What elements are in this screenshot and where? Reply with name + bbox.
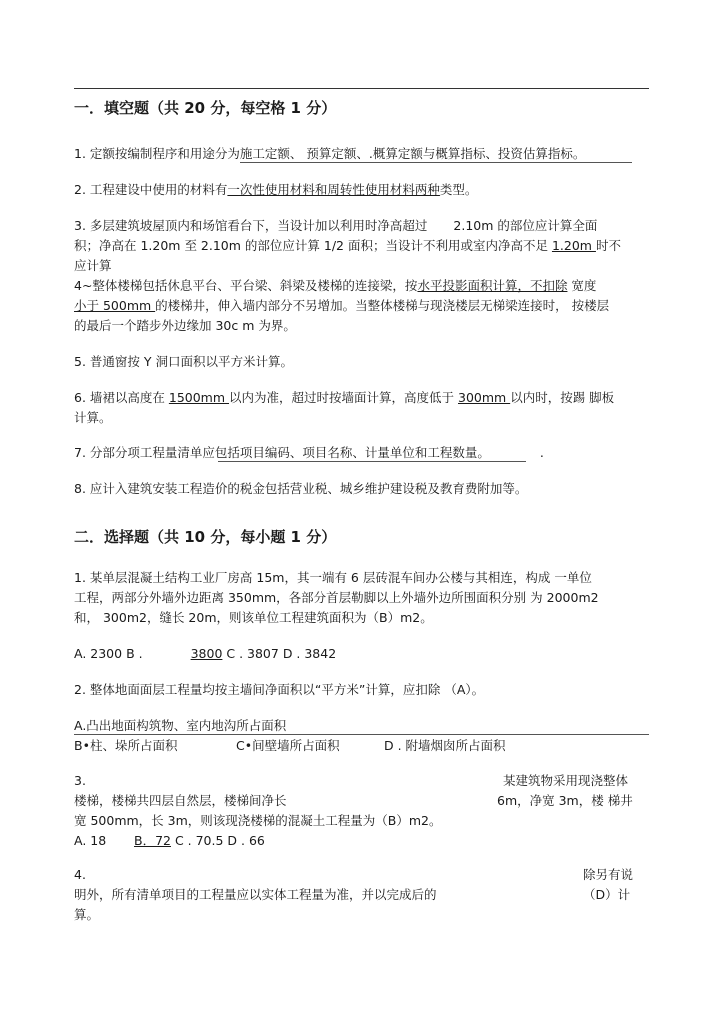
question-3-line-1 — [74, 216, 649, 236]
question-4-line-3: 的最后一个踏步外边缘加 30c m 为界。 — [74, 318, 296, 333]
q3-line1-text: 3. 多层建筑坡屋顶内和场馆看台下，当设计加以利用时净高超过 — [74, 218, 428, 233]
choice-2-option-c: C•间壁墙所占面积 — [236, 738, 340, 753]
question-1: 1. 定额按编制程序和用途分为施工定额、 预算定额、.概算定额与概算指标、投资估算指标。 — [74, 146, 586, 161]
q6-answer-2: 300mm — [458, 390, 511, 405]
c3-answer: B．72 — [134, 833, 171, 848]
section-2-title: 二．选择题（共 10 分，每小题 1 分） — [74, 528, 337, 546]
q2-suffix: 类型。 — [439, 182, 478, 197]
question-5: 5. 普通窗按 Y 洞口面积以平方米计算。 — [74, 354, 293, 369]
question-2 — [74, 180, 649, 200]
answer-underline — [74, 734, 649, 735]
question-3-line-3: 应计算 — [74, 258, 112, 273]
choice-1-line-1: 1. 某单层混凝土结构工业厂房高 15m，其一端有 6 层砖混车间办公楼与其相连，构成 一单位 — [74, 570, 592, 585]
choice-3-right-1: 某建筑物采用现浇整体 — [503, 773, 629, 788]
q6-suffix: 以内时，按踢 脚板 — [510, 390, 615, 405]
choice-2-option-d: D . 附墙烟囱所占面积 — [384, 738, 506, 753]
choice-4-line-2: 明外，所有清单项目的工程量应以实体工程量为准，并以完成后的 — [74, 887, 437, 902]
question-8: 8. 应计入建筑安装工程造价的税金包括营业税、城乡维护建设税及教育费附加等。 — [74, 481, 528, 496]
choice-2-stem: 2. 整体地面面层工程量均按主墙间净面积以“平方米”计算，应扣除 （A）。 — [74, 682, 485, 697]
choice-4-line-3: 算。 — [74, 907, 100, 922]
q3-line2-text: 积；净高在 1.20m 至 2.10m 的部位应计算 1/2 面积；当设计不利用或室内净高不足 — [74, 238, 552, 253]
choice-4-right-1: 除另有说 — [583, 867, 634, 882]
choice-3-option-a: A. 18 — [74, 833, 107, 848]
top-rule — [74, 88, 649, 89]
choice-1-options — [74, 644, 649, 664]
q3-line1-value: 2.10m 的部位应计算全面 — [453, 218, 598, 233]
q4-line1-text: 4~整体楼梯包括休息平台、平台梁、斜梁及楼梯的连接梁，按 — [74, 278, 418, 293]
choice-1-line-2: 工程，两部分外墙外边距离 350mm，各部分首层勒脚以上外墙外边所围面积分别 为 2000m2 — [74, 590, 599, 605]
choice-3-line-2: 楼梯，楼梯共四层自然层，楼梯间净长 — [74, 793, 287, 808]
section-1-title: 一．填空题（共 20 分，每空格 1 分） — [74, 99, 337, 117]
choice-3-number: 3. — [74, 773, 86, 788]
question-6-line-2: 计算。 — [74, 410, 112, 425]
choice-3-right-2: 6m，净宽 3m，楼 梯井 — [497, 793, 633, 808]
q6-middle: 以内为准，超过时按墙面计算，高度低于 — [229, 390, 458, 405]
q2-prefix: 2. 工程建设中使用的材料有 — [74, 182, 228, 197]
c3-options-rest: C . 70.5 D . 66 — [170, 833, 265, 848]
q2-answer: 一次性使用材料和周转性使用材料两种 — [227, 182, 440, 197]
choice-4-number: 4. — [74, 867, 86, 882]
q6-prefix: 6. 墙裙以高度在 — [74, 390, 169, 405]
q6-answer-1: 1500mm — [168, 390, 230, 405]
q3-answer: 1.20m — [551, 238, 596, 253]
c1-answer: 3800 — [190, 646, 223, 661]
q7-text: 7. 分部分项工程量清单应包括项目编码、项目名称、计量单位和工程数量。 — [74, 445, 490, 460]
q3-line2-suffix: 时不 — [595, 238, 621, 253]
choice-3-line-3: 宽 500mm，长 3m，则该现浇楼梯的混凝土工程量为（B）m2。 — [74, 813, 442, 828]
choice-4-right-2: （D）计 — [583, 887, 631, 902]
question-6-line-1 — [74, 388, 649, 408]
choice-2-option-a: A.凸出地面构筑物、室内地沟所占面积 — [74, 718, 287, 733]
choice-2-option-b: B•柱、垛所占面积 — [74, 738, 178, 753]
c1-options-suffix: C . 3807 D . 3842 — [222, 646, 337, 661]
question-4-line-2 — [74, 296, 649, 316]
q4-line1-suffix: 宽度 — [567, 278, 597, 293]
question-7 — [74, 443, 649, 463]
q4-line2-text: 的楼梯井，伸入墙内部分不另增加。当整体楼梯与现浇楼层无梯梁连接时， 按楼层 — [155, 298, 610, 313]
question-4-line-1 — [74, 276, 649, 296]
c1-options-prefix: A. 2300 B . — [74, 646, 143, 661]
choice-3-options — [134, 831, 265, 851]
q4-answer-2: 小于 500mm — [74, 298, 156, 313]
q4-answer-1: 水平投影面积计算，不扣除 — [417, 278, 568, 293]
q7-period: . — [539, 445, 544, 460]
answer-underline — [218, 461, 526, 462]
choice-1-line-3: 和， 300m2，缝长 20m，则该单位工程建筑面积为（B）m2。 — [74, 610, 433, 625]
answer-underline — [240, 162, 632, 163]
question-3-line-2 — [74, 236, 649, 256]
